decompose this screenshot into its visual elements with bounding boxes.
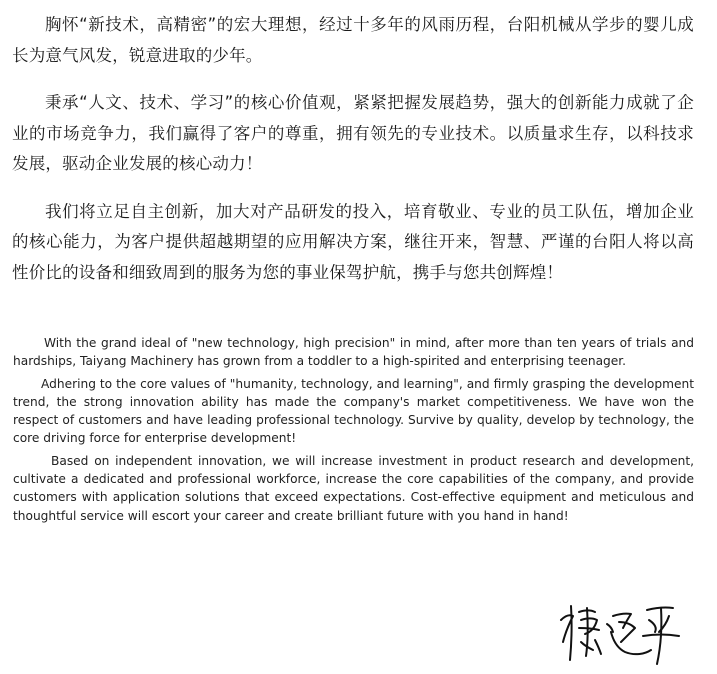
chinese-paragraph-1: 胸怀“新技术，高精密”的宏大理想，经过十多年的风雨历程，台阳机械从学步的婴儿成长为意气风发，锐意进取的少年。 — [12, 15, 694, 65]
english-paragraph-2: Adhering to the core values of "humanity, technology, and learning", and firmly grasping the development trend, the strong innovation ability has made the company's market competitiveness. We have won the respect of customers and have leading professional technology. Survive by quality, develop by technology, the core driving force for enterprise development! — [13, 376, 694, 446]
chinese-text-section — [12, 10, 694, 305]
english-text-section — [13, 334, 694, 529]
english-paragraph-3: Based on independent innovation, we will increase investment in product research and development, cultivate a dedicated and professional workforce, increase the core capabilities of the company, and provide customers with application solutions that exceed expectations. Cost-effective equipment and meticulous and thoughtful service will escort your career and create brilliant future with you hand in hand! — [13, 453, 694, 523]
handwritten-signature — [555, 598, 690, 668]
signature-drawing — [555, 598, 690, 668]
chinese-paragraph-3: 我们将立足自主创新，加大对产品研发的投入，培育敬业、专业的员工队伍，增加企业的核心能力，为客户提供超越期望的应用解决方案，继往开来，智慧、严谨的台阳人将以高性价比的设备和细致周到的服务为您的事业保驾护航，携手与您共创辉煌！ — [12, 201, 694, 282]
english-paragraph-1: With the grand ideal of "new technology, high precision" in mind, after more than ten years of trials and hardships, Taiyang Machinery has grown from a toddler to a high-spirited and enterprising teenager. — [13, 336, 694, 369]
chinese-paragraph-2: 秉承“人文、技术、学习”的核心价值观，紧紧把握发展趋势，强大的创新能力成就了企业的市场竞争力，我们赢得了客户的尊重，拥有领先的专业技术。以质量求生存，以科技求发展，驱动企业发展的核心动力！ — [12, 93, 694, 173]
